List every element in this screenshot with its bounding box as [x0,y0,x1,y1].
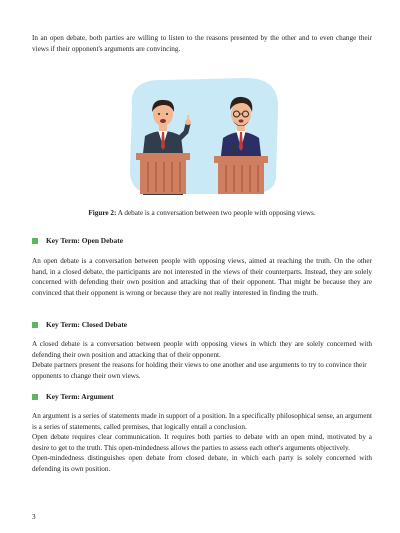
key-term-open-debate-heading [32,236,123,245]
paragraph: Open-mindedness distinguishes open debate from closed debate, in which each party is solely concerned with defending its own position. [32,454,372,473]
debate-illustration [118,70,288,205]
page-number: 3 [32,513,36,521]
paragraph: An argument is a series of statements made in support of a position. In a specifically philosophical sense, an argument is a series of statements, called premises, that logically entail a conclusion. [32,412,372,431]
figure-caption [32,208,372,218]
key-term-argument-heading [32,392,114,401]
figure-caption-text: A debate is a conversation between two people with opposing views. [116,209,316,217]
debate-figure-svg [118,70,288,205]
argument-body [32,411,372,475]
key-term-closed-debate-heading [32,320,127,329]
green-square-icon [32,394,38,400]
closed-debate-body [32,339,372,381]
key-term-title: Key Term: Open Debate [46,236,123,245]
key-term-title: Key Term: Closed Debate [46,320,128,329]
left-podium [136,153,190,194]
green-square-icon [32,322,38,328]
paragraph: Open debate requires clear communication. It requires both parties to debate with an open mind, motivated by a desire to get to the truth. This open-mindedness allows the parties to assess each other's arguments objectively. [32,433,372,452]
green-square-icon [32,238,38,244]
open-debate-body [32,256,372,298]
key-term-title: Key Term: Argument [46,392,114,401]
paragraph: An open debate is a conversation between people with opposing views, aimed at reaching the truth. On the other hand, in a closed debate, the participants are not interested in the views of their counterparts. Instead, they are solely concerned with defending their own position and attacking that of their opponent. That might be because they are convinced that their opponent is wrong or because they are not really interested in finding the truth. [32,257,372,297]
right-podium [214,156,268,194]
intro-paragraph: In an open debate, both parties are willing to listen to the reasons presented by the other and to even change their views if their opponent's arguments are convincing. [32,34,372,53]
paragraph: A closed debate is a conversation between people with opposing views in which they are solely concerned with defending their own position and attacking that of their opponent. [32,340,372,359]
figure-label: Figure 2: [88,209,117,217]
paragraph: Debate partners present the reasons for holding their views to one another and use arguments to try to convince their opponents to change their own views. [32,361,367,380]
